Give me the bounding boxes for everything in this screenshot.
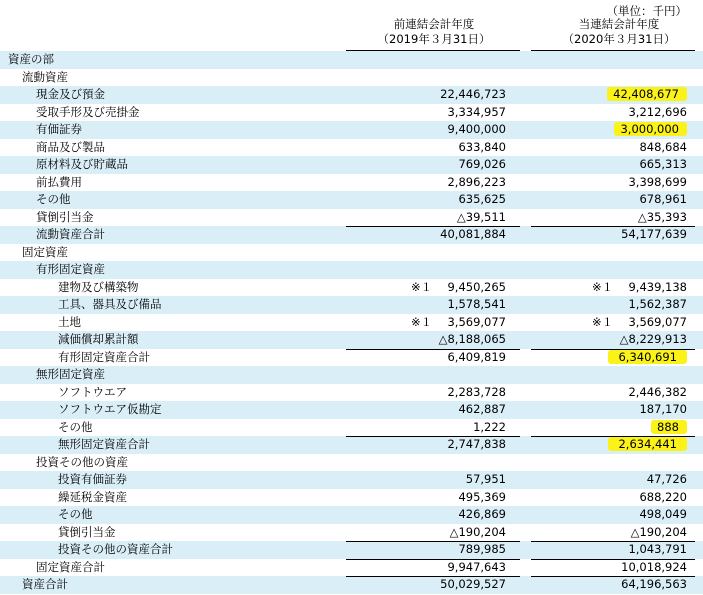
value-prev-year: 40,081,884 [440, 227, 506, 241]
value-prev-year: 3,569,077 [447, 314, 506, 329]
row-label: その他 [58, 507, 93, 521]
value-curr-year-highlighted: 42,408,677 [607, 87, 687, 101]
row-label: 工具、器具及び備品 [58, 297, 162, 311]
row-label: 受取手形及び売掛金 [36, 104, 140, 119]
value-prev-year: 633,840 [458, 139, 506, 154]
value-prev-year: 495,369 [458, 489, 506, 504]
row-label: 有形固定資産 [36, 262, 105, 276]
value-curr-year: 665,313 [639, 157, 687, 171]
value-curr-year-cell [531, 121, 687, 139]
value-curr-year: 3,569,077 [628, 314, 687, 329]
value-curr-year-cell [531, 86, 687, 104]
value-curr-year-cell [531, 559, 687, 577]
value-prev-year: 2,747,838 [447, 437, 506, 451]
table-row [0, 279, 703, 297]
value-prev-year: △8,188,065 [438, 332, 506, 346]
value-curr-year-cell [531, 349, 687, 367]
total-rule-prev [346, 576, 520, 577]
value-prev-year: 2,896,223 [447, 174, 506, 189]
value-curr-year: △8,229,913 [619, 332, 687, 346]
value-curr-year-cell [531, 139, 687, 157]
row-label: 現金及び預金 [36, 87, 105, 101]
total-rule-prev [346, 436, 520, 437]
row-label: 資産合計 [22, 577, 68, 591]
table-row [0, 541, 703, 559]
value-curr-year-cell [531, 401, 687, 419]
value-curr-year-cell [531, 104, 687, 122]
value-curr-year-highlighted: 2,634,441 [608, 437, 687, 451]
table-row [0, 506, 703, 524]
value-curr-year: 1,043,791 [628, 542, 687, 556]
value-prev-year: 1,222 [473, 419, 506, 434]
value-curr-year-cell [531, 576, 687, 594]
total-rule-prev [346, 541, 520, 542]
value-curr-year: 848,684 [639, 139, 687, 154]
row-label: その他 [58, 419, 93, 434]
value-curr-year-highlighted: 888 [651, 420, 687, 434]
row-label: ソフトウエア [58, 384, 127, 399]
value-curr-year: 2,446,382 [628, 384, 687, 399]
value-curr-year-cell [531, 156, 687, 174]
value-curr-year: 3,398,699 [628, 174, 687, 189]
header-curr-line2: （2020年３月31日） [562, 32, 676, 46]
total-rule-prev [346, 559, 520, 560]
value-prev-year: 2,283,728 [447, 384, 506, 399]
row-label: 固定資産 [22, 244, 68, 259]
table-row [0, 366, 703, 384]
row-label: 建物及び構築物 [58, 279, 139, 294]
table-row [0, 349, 703, 367]
value-curr-year: 47,726 [646, 472, 687, 486]
table-row [0, 104, 703, 122]
value-curr-year: △35,393 [637, 209, 687, 224]
table-row [0, 524, 703, 542]
table-row [0, 471, 703, 489]
value-prev-year: 3,334,957 [447, 104, 506, 119]
value-curr-year-highlighted: 6,340,691 [608, 350, 687, 364]
balance-sheet-table [0, 51, 703, 594]
row-label: 土地 [58, 314, 81, 329]
value-curr-year: 3,212,696 [628, 104, 687, 119]
value-prev-year: △190,204 [449, 524, 506, 539]
header-prev-line1: 前連結会計年度 [393, 17, 475, 31]
table-row [0, 226, 703, 244]
value-prev-year: 50,029,527 [440, 577, 506, 591]
value-prev-year: 769,026 [458, 157, 506, 171]
row-label: 固定資産合計 [36, 559, 105, 574]
value-prev-year: 9,450,265 [447, 279, 506, 294]
value-curr-year: 498,049 [639, 507, 687, 521]
table-row [0, 156, 703, 174]
value-curr-year-cell [531, 296, 687, 314]
table-row [0, 121, 703, 139]
table-row [0, 51, 703, 69]
value-curr-year-cell [531, 226, 687, 244]
table-row [0, 436, 703, 454]
value-curr-year-cell [531, 191, 687, 209]
value-curr-year-cell [531, 506, 687, 524]
row-label: 貸倒引当金 [58, 524, 116, 539]
value-prev-year: 6,409,819 [447, 349, 506, 364]
value-curr-year-cell [531, 419, 687, 437]
value-curr-year-cell [531, 489, 687, 507]
unit-label: （単位：千円） [606, 4, 687, 18]
row-label: 無形固定資産合計 [58, 437, 150, 451]
table-row [0, 331, 703, 349]
row-label: 繰延税金資産 [58, 489, 127, 504]
value-prev-year: 57,951 [465, 472, 506, 486]
table-row [0, 191, 703, 209]
table-row [0, 419, 703, 437]
table-row [0, 69, 703, 87]
note-mark-prev: ※１ [411, 279, 433, 294]
total-rule-curr [531, 541, 695, 542]
value-prev-year: 9,400,000 [447, 122, 506, 136]
value-curr-year: 688,220 [639, 489, 687, 504]
note-mark-prev: ※１ [411, 314, 433, 329]
row-label: 有形固定資産合計 [58, 349, 150, 364]
value-prev-year: 635,625 [458, 192, 506, 206]
value-curr-year: 9,439,138 [628, 279, 687, 294]
value-prev-year: 9,947,643 [447, 559, 506, 574]
value-curr-year: 54,177,639 [621, 227, 687, 241]
table-row [0, 296, 703, 314]
table-row [0, 174, 703, 192]
header-curr-line1: 当連結会計年度 [578, 17, 660, 31]
table-row [0, 139, 703, 157]
header-curr-year [545, 17, 693, 47]
table-row [0, 261, 703, 279]
note-mark-curr: ※１ [592, 279, 614, 294]
value-curr-year: 678,961 [639, 192, 687, 206]
value-prev-year: 1,578,541 [447, 297, 506, 311]
note-mark-curr: ※１ [592, 314, 614, 329]
total-rule-curr [531, 436, 695, 437]
value-prev-year: 426,869 [458, 507, 506, 521]
row-label: 原材料及び貯蔵品 [36, 157, 128, 171]
value-curr-year-cell [531, 174, 687, 192]
total-rule-curr [531, 226, 695, 227]
value-curr-year-highlighted: 3,000,000 [614, 122, 687, 136]
row-label: 投資有価証券 [58, 472, 127, 486]
row-label: 流動資産合計 [36, 227, 105, 241]
value-curr-year-cell [531, 471, 687, 489]
row-label: 減価償却累計額 [58, 332, 139, 346]
value-curr-year-cell [531, 541, 687, 559]
value-curr-year-cell [531, 331, 687, 349]
row-label: ソフトウエア仮勘定 [58, 402, 162, 416]
value-curr-year: 187,170 [639, 402, 687, 416]
row-label: その他 [36, 192, 71, 206]
value-curr-year-cell [531, 524, 687, 542]
row-label: 無形固定資産 [36, 367, 105, 381]
row-label: 投資その他の資産 [36, 454, 128, 469]
row-label: 商品及び製品 [36, 139, 105, 154]
row-label: 有価証券 [36, 122, 82, 136]
header-prev-year [360, 17, 508, 47]
table-row [0, 86, 703, 104]
value-curr-year-cell [531, 384, 687, 402]
table-row [0, 384, 703, 402]
value-prev-year: 789,985 [458, 542, 506, 556]
total-rule-prev [346, 226, 520, 227]
total-rule-curr [531, 559, 695, 560]
value-curr-year-cell [531, 209, 687, 227]
value-curr-year: 64,196,563 [621, 577, 687, 591]
value-prev-year: △39,511 [456, 209, 506, 224]
value-prev-year: 462,887 [458, 402, 506, 416]
row-label: 資産の部 [8, 52, 54, 66]
table-row [0, 576, 703, 594]
column-headers [0, 17, 703, 51]
row-label: 投資その他の資産合計 [58, 542, 173, 556]
value-curr-year-cell [531, 279, 687, 297]
row-label: 流動資産 [22, 69, 68, 84]
table-row [0, 244, 703, 262]
value-curr-year: 10,018,924 [621, 559, 687, 574]
value-curr-year: 1,562,387 [628, 297, 687, 311]
value-prev-year: 22,446,723 [440, 87, 506, 101]
table-row [0, 559, 703, 577]
value-curr-year: △190,204 [630, 524, 687, 539]
table-row [0, 489, 703, 507]
table-row [0, 314, 703, 332]
value-curr-year-cell [531, 314, 687, 332]
total-rule-curr [531, 576, 695, 577]
row-label: 貸倒引当金 [36, 209, 94, 224]
total-rule-prev [346, 349, 520, 350]
table-row [0, 209, 703, 227]
total-rule-curr [531, 349, 695, 350]
header-prev-line2: （2019年３月31日） [377, 32, 491, 46]
table-row [0, 454, 703, 472]
value-curr-year-cell [531, 436, 687, 454]
table-row [0, 401, 703, 419]
row-label: 前払費用 [36, 174, 82, 189]
